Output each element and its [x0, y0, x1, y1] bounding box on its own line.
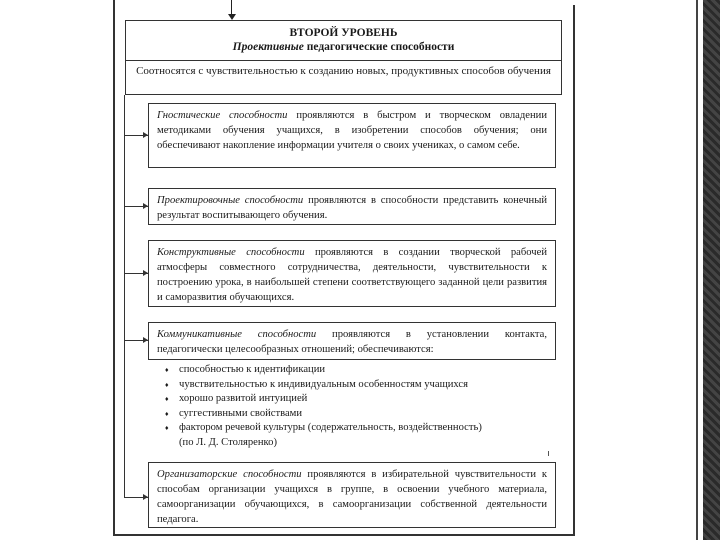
level-description: Соотносятся с чувствительностью к созданию новых, продуктивных способов обучения: [136, 65, 551, 77]
arrow-right-icon: [124, 340, 148, 341]
box-term: Организаторские способности: [157, 469, 302, 480]
level-subtitle: [126, 40, 561, 54]
gnostic-abilities-box: [148, 103, 556, 168]
frame-left-border: [113, 0, 115, 536]
level-header: [125, 20, 562, 95]
box-term: Проектировочные способности: [157, 195, 304, 206]
box-term: Коммуникативные способности: [157, 329, 317, 340]
slide-decorative-strip: [703, 0, 720, 540]
arrow-right-icon: [124, 497, 148, 498]
frame-right-border: [573, 5, 575, 536]
arrow-right-icon: [124, 206, 148, 207]
citation: [165, 436, 565, 451]
list-item: ♦ чувствительностью к индивидуальным особенностям учащихся: [165, 378, 565, 393]
communicative-abilities-box: [148, 322, 556, 360]
list-item: ♦ суггестивными свойствами: [165, 407, 565, 422]
scan-mark: [548, 451, 549, 456]
box-text: проявляются в создании творческой рабочей атмосферы совместного сотрудничества, деятельности, чувствительности к построению урока, в наибольшей степени соответствующего заданной цели развития и саморазвития обучающихся.: [157, 247, 547, 303]
citation-text: (по Л. Д. Столяренко): [179, 436, 277, 448]
organizational-abilities-box: [148, 462, 556, 528]
slide-side-line: [696, 0, 698, 540]
box-text: проявляются в установлении контакта, педагогически целесообразных отношений; обеспечиваются:: [157, 329, 547, 355]
box-term: Конструктивные способности: [157, 247, 305, 258]
connector-line: [124, 95, 125, 498]
arrow-right-icon: [124, 273, 148, 274]
subtitle-rest: педагогические способности: [303, 41, 455, 53]
list-item: ♦ способностью к идентификации: [165, 363, 565, 378]
design-abilities-box: [148, 188, 556, 225]
level-title-cell: [126, 21, 561, 61]
communicative-factors-list: [165, 363, 565, 450]
frame-bottom-border: [113, 534, 575, 536]
list-item: ♦ хорошо развитой интуицией: [165, 392, 565, 407]
level-title: ВТОРОЙ УРОВЕНЬ: [289, 27, 398, 39]
arrow-right-icon: [124, 135, 148, 136]
box-term: Гностические способности: [157, 110, 288, 121]
box-text: проявляются в избирательной чувствительности к способам организации учащихся в группе, в освоении учебного материала, самоорганизации обучающихся, в самоорганизации собственной деятельности педагога.: [157, 469, 547, 525]
box-text: проявляются в способности представить конечный результат воспитывающего обучения.: [157, 195, 548, 221]
box-text: проявляются в быстром и творческом овладении методиками обучения учащихся, в изобретении способов обучения; они обеспечивают накопление информации учителя о своих учениках, о самом себе.: [157, 110, 547, 151]
constructive-abilities-box: [148, 240, 556, 307]
list-item: ♦ фактором речевой культуры (содержательность, воздейственность): [165, 421, 565, 436]
subtitle-italic: Проективные: [232, 41, 304, 53]
